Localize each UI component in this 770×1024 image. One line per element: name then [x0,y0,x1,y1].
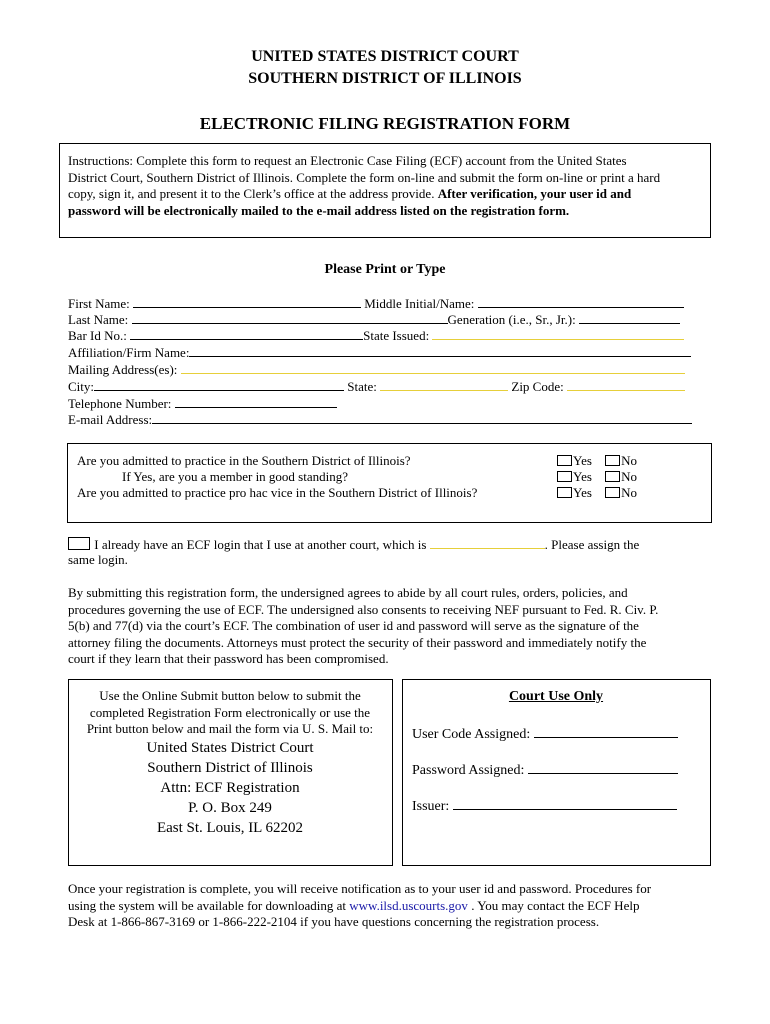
print-heading: Please Print or Type [324,262,446,277]
ecf-login-row: I already have an ECF login that I use at another court, which is . Please assign the [68,536,639,553]
state-field[interactable] [380,378,508,391]
email-label: E-mail Address: [68,412,153,427]
agreement-paragraph: By submitting this registration form, the undersigned agrees to abide by all court rules, orders, policies, and procedures governing the use of ECF. The undersigned also consents to receiving NEF pursuant to Fed. R. Civ. P. 5(b) and 77(d) via the court’s ECF. The combination of user id and password will serve as the signature of the attorney filing the documents. Attorneys must protect the security of their password and immediately notify the court if they learn that their password has been compromised. [68,585,659,666]
middle-name-label: Middle Initial/Name: [364,296,475,311]
issuer-field[interactable] [453,797,677,810]
state-issued-label: State Issued: [363,328,430,343]
telephone-row [68,395,337,412]
zip-field[interactable] [567,378,685,391]
email-row [68,411,692,428]
last-name-field[interactable] [132,311,448,324]
email-field[interactable] [152,411,692,424]
user-code-row: User Code Assigned: [412,725,678,743]
user-code-field[interactable] [534,725,678,738]
middle-name-field[interactable] [478,295,684,308]
issuer-row: Issuer: [412,797,677,815]
instructions-text: Instructions: Complete this form to request an Electronic Case Filing (ECF) account from the United States District Court, Southern District of Illinois. Complete the form on-line and submit the form on-line or print a hard copy, sign it, and present it to the Clerk’s office at the address provide. After verification, your user id and password will be electronically mailed to the e-mail address listed on the registration form. [68,153,661,218]
first-name-label: First Name: [68,296,130,311]
q1-yes-checkbox[interactable] [557,455,572,466]
mail-instructions-box [68,679,393,866]
q1-options: Yes No [557,453,637,470]
mailing-field[interactable] [181,361,685,374]
question-pro-hac-vice: Are you admitted to practice pro hac vice in the Southern District of Illinois? [77,485,478,500]
court-name: UNITED STATES DISTRICT COURT [251,48,519,65]
last-name-row [68,311,680,328]
question-good-standing: If Yes, are you a member in good standing? [122,469,349,484]
q2-yes-checkbox[interactable] [557,471,572,482]
telephone-field[interactable] [175,395,337,408]
telephone-label: Telephone Number: [68,396,172,411]
court-use-box [402,679,711,866]
instructions-box [59,143,711,238]
q1-no-checkbox[interactable] [605,455,620,466]
mail-instructions: Use the Online Submit button below to submit the completed Registration Form electronically or use the Print button below and mail the form via U. S. Mail to: [86,688,374,736]
district-name: SOUTHERN DISTRICT OF ILLINOIS [248,70,522,87]
affiliation-label: Affiliation/Firm Name: [68,345,190,360]
mailing-label: Mailing Address(es): [68,362,178,377]
q2-options: Yes No [557,469,637,486]
generation-field[interactable] [579,311,680,324]
court-website-link[interactable]: www.ilsd.uscourts.gov [349,897,468,913]
bar-id-field[interactable] [130,327,363,340]
city-label: City: [68,379,95,394]
other-court-field[interactable] [430,536,545,549]
generation-label: Generation (i.e., Sr., Jr.): [447,312,576,327]
q3-yes-checkbox[interactable] [557,487,572,498]
ecf-login-checkbox[interactable] [68,537,90,550]
mailing-row [68,361,685,378]
city-field[interactable] [94,378,344,391]
footer-paragraph: Once your registration is complete, you will receive notification as to your user id and password. Procedures for using the system will be available for downloading at www.ilsd.uscourts.gov . You may contact the ECF Help Desk at 1-866-867-3169 or 1-866-222-2104 if you have questions concerning the registration process. [68,881,652,929]
first-name-field[interactable] [133,295,361,308]
state-issued-field[interactable] [432,327,684,340]
ecf-login-row-2: same login. [68,552,128,567]
court-use-title: Court Use Only [508,689,604,704]
last-name-label: Last Name: [68,312,129,327]
q2-no-checkbox[interactable] [605,471,620,482]
q3-no-checkbox[interactable] [605,487,620,498]
form-title: ELECTRONIC FILING REGISTRATION FORM [199,114,571,133]
questions-box [67,443,712,523]
mailing-address: United States District Court Southern District of Illinois Attn: ECF Registration P. O. Box 249 East St. Louis, IL 62202 [146,740,314,836]
password-row: Password Assigned: [412,761,678,779]
question-admitted: Are you admitted to practice in the Southern District of Illinois? [77,453,411,468]
affiliation-row [68,344,691,361]
city-row [68,378,685,395]
first-name-row [68,295,684,312]
q3-options: Yes No [557,485,637,502]
bar-id-label: Bar Id No.: [68,328,127,343]
zip-label: Zip Code: [511,379,564,394]
password-field[interactable] [528,761,678,774]
bar-id-row [68,327,684,344]
state-label: State: [347,379,377,394]
affiliation-field[interactable] [189,344,691,357]
